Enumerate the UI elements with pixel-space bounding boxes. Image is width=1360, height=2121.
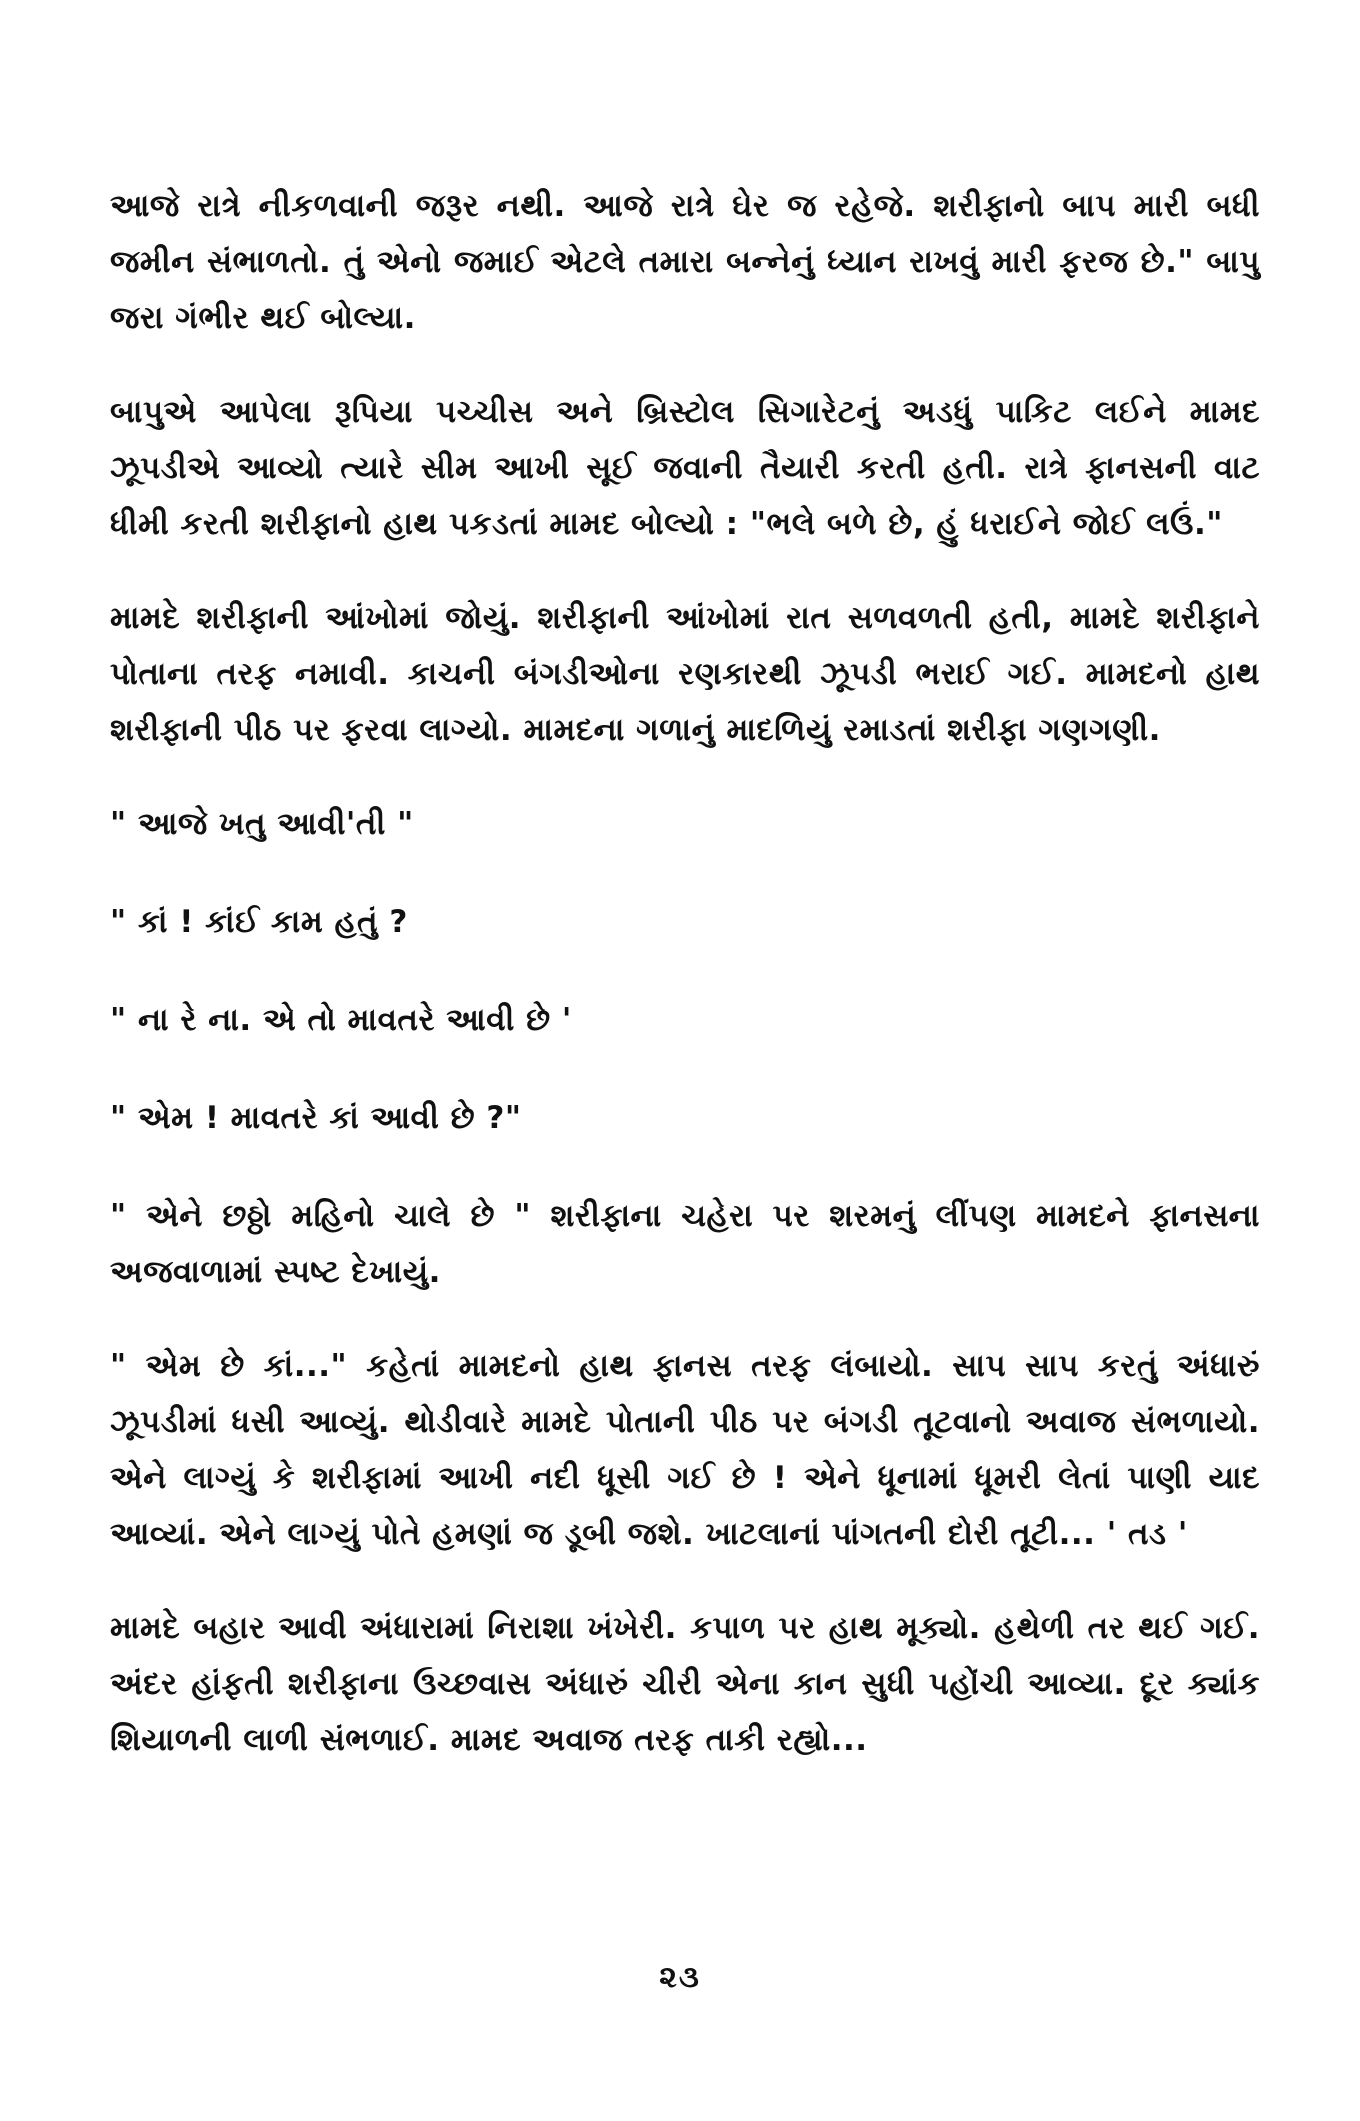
dialogue-line-1: " આજે ખતુ આવી'તી " [110,806,414,842]
dialogue-line-3: " ના રે ના. એ તો માવતરે આવી છે ' [110,1002,572,1038]
paragraph-5: " એમ છે કાં..." કહેતાં મામદનો હાથ ફાનસ તરફ લંબાયો. સાપ સાપ કરતું અંધારું ઝૂપડીમાં ધસી આવ્યું. થોડીવારે મામદે પોતાની પીઠ પર બંગડી તૂટવાનો અવાજ સંભળાયો. એને લાગ્યું કે શરીફામાં આખી નદી ધૂસી ગઈ છે ! એને ધૂનામાં ધૂમરી લેતાં પાણી યાદ આવ્યાં. એને લાગ્યું પોતે હમણાં જ ડૂબી જશે. ખાટલાનાં પાંગતની દોરી તૂટી... ' તડ ' [110,1348,1260,1552]
paragraph-4: " એને છઠ્ઠો મહિનો ચાલે છે " શરીફાના ચહેરા પર શરમનું લીંપણ મામદને ફાનસના અજવાળામાં સ્પષ્ટ દેખાયું. [110,1198,1260,1290]
dialogue-line-4: " એમ ! માવતરે કાં આવી છે ?" [110,1100,522,1136]
paragraph-1: આજે રાત્રે નીકળવાની જરૂર નથી. આજે રાત્રે ઘેર જ રહેજે. શરીફાનો બાપ મારી બધી જમીન સંભાળતો. તું એનો જમાઈ એટલે તમારા બન્નેનું ધ્યાન રાખવું મારી ફરજ છે." બાપુ જરા ગંભીર થઈ બોલ્યા. [110,188,1260,336]
paragraph-3: મામદે શરીફાની આંખોમાં જોયું. શરીફાની આંખોમાં રાત સળવળતી હતી, મામદે શરીફાને પોતાના તરફ નમાવી. કાચની બંગડીઓના રણકારથી ઝૂપડી ભરાઈ ગઈ. મામદનો હાથ શરીફાની પીઠ પર ફરવા લાગ્યો. મામદના ગળાનું માદળિયું રમાડતાં શરીફા ગણગણી. [110,600,1260,748]
page-number: ૨૩ [659,1960,701,1995]
dialogue-line-2: " કાં ! કાંઈ કામ હતું ? [110,904,408,940]
body-text [110,178,1260,1806]
paragraph-2: બાપુએ આપેલા રૂપિયા પચ્ચીસ અને બ્રિસ્ટોલ સિગારેટનું અડધું પાકિટ લઈને મામદ ઝૂપડીએ આવ્યો ત્યારે સીમ આખી સૂઈ જવાની તૈયારી કરતી હતી. રાત્રે ફાનસની વાટ ધીમી કરતી શરીફાનો હાથ પકડતાં મામદ બોલ્યો : "ભલે બળે છે, હું ધરાઈને જોઈ લઉં." [110,394,1260,542]
paragraph-6: મામદે બહાર આવી અંધારામાં નિરાશા ખંખેરી. કપાળ પર હાથ મૂક્યો. હથેળી તર થઈ ગઈ. અંદર હાંફતી શરીફાના ઉચ્છવાસ અંધારું ચીરી એના કાન સુધી પહોંચી આવ્યા. દૂર ક્યાંક શિયાળની લાળી સંભળાઈ. મામદ અવાજ તરફ તાકી રહ્યો... [110,1610,1260,1758]
